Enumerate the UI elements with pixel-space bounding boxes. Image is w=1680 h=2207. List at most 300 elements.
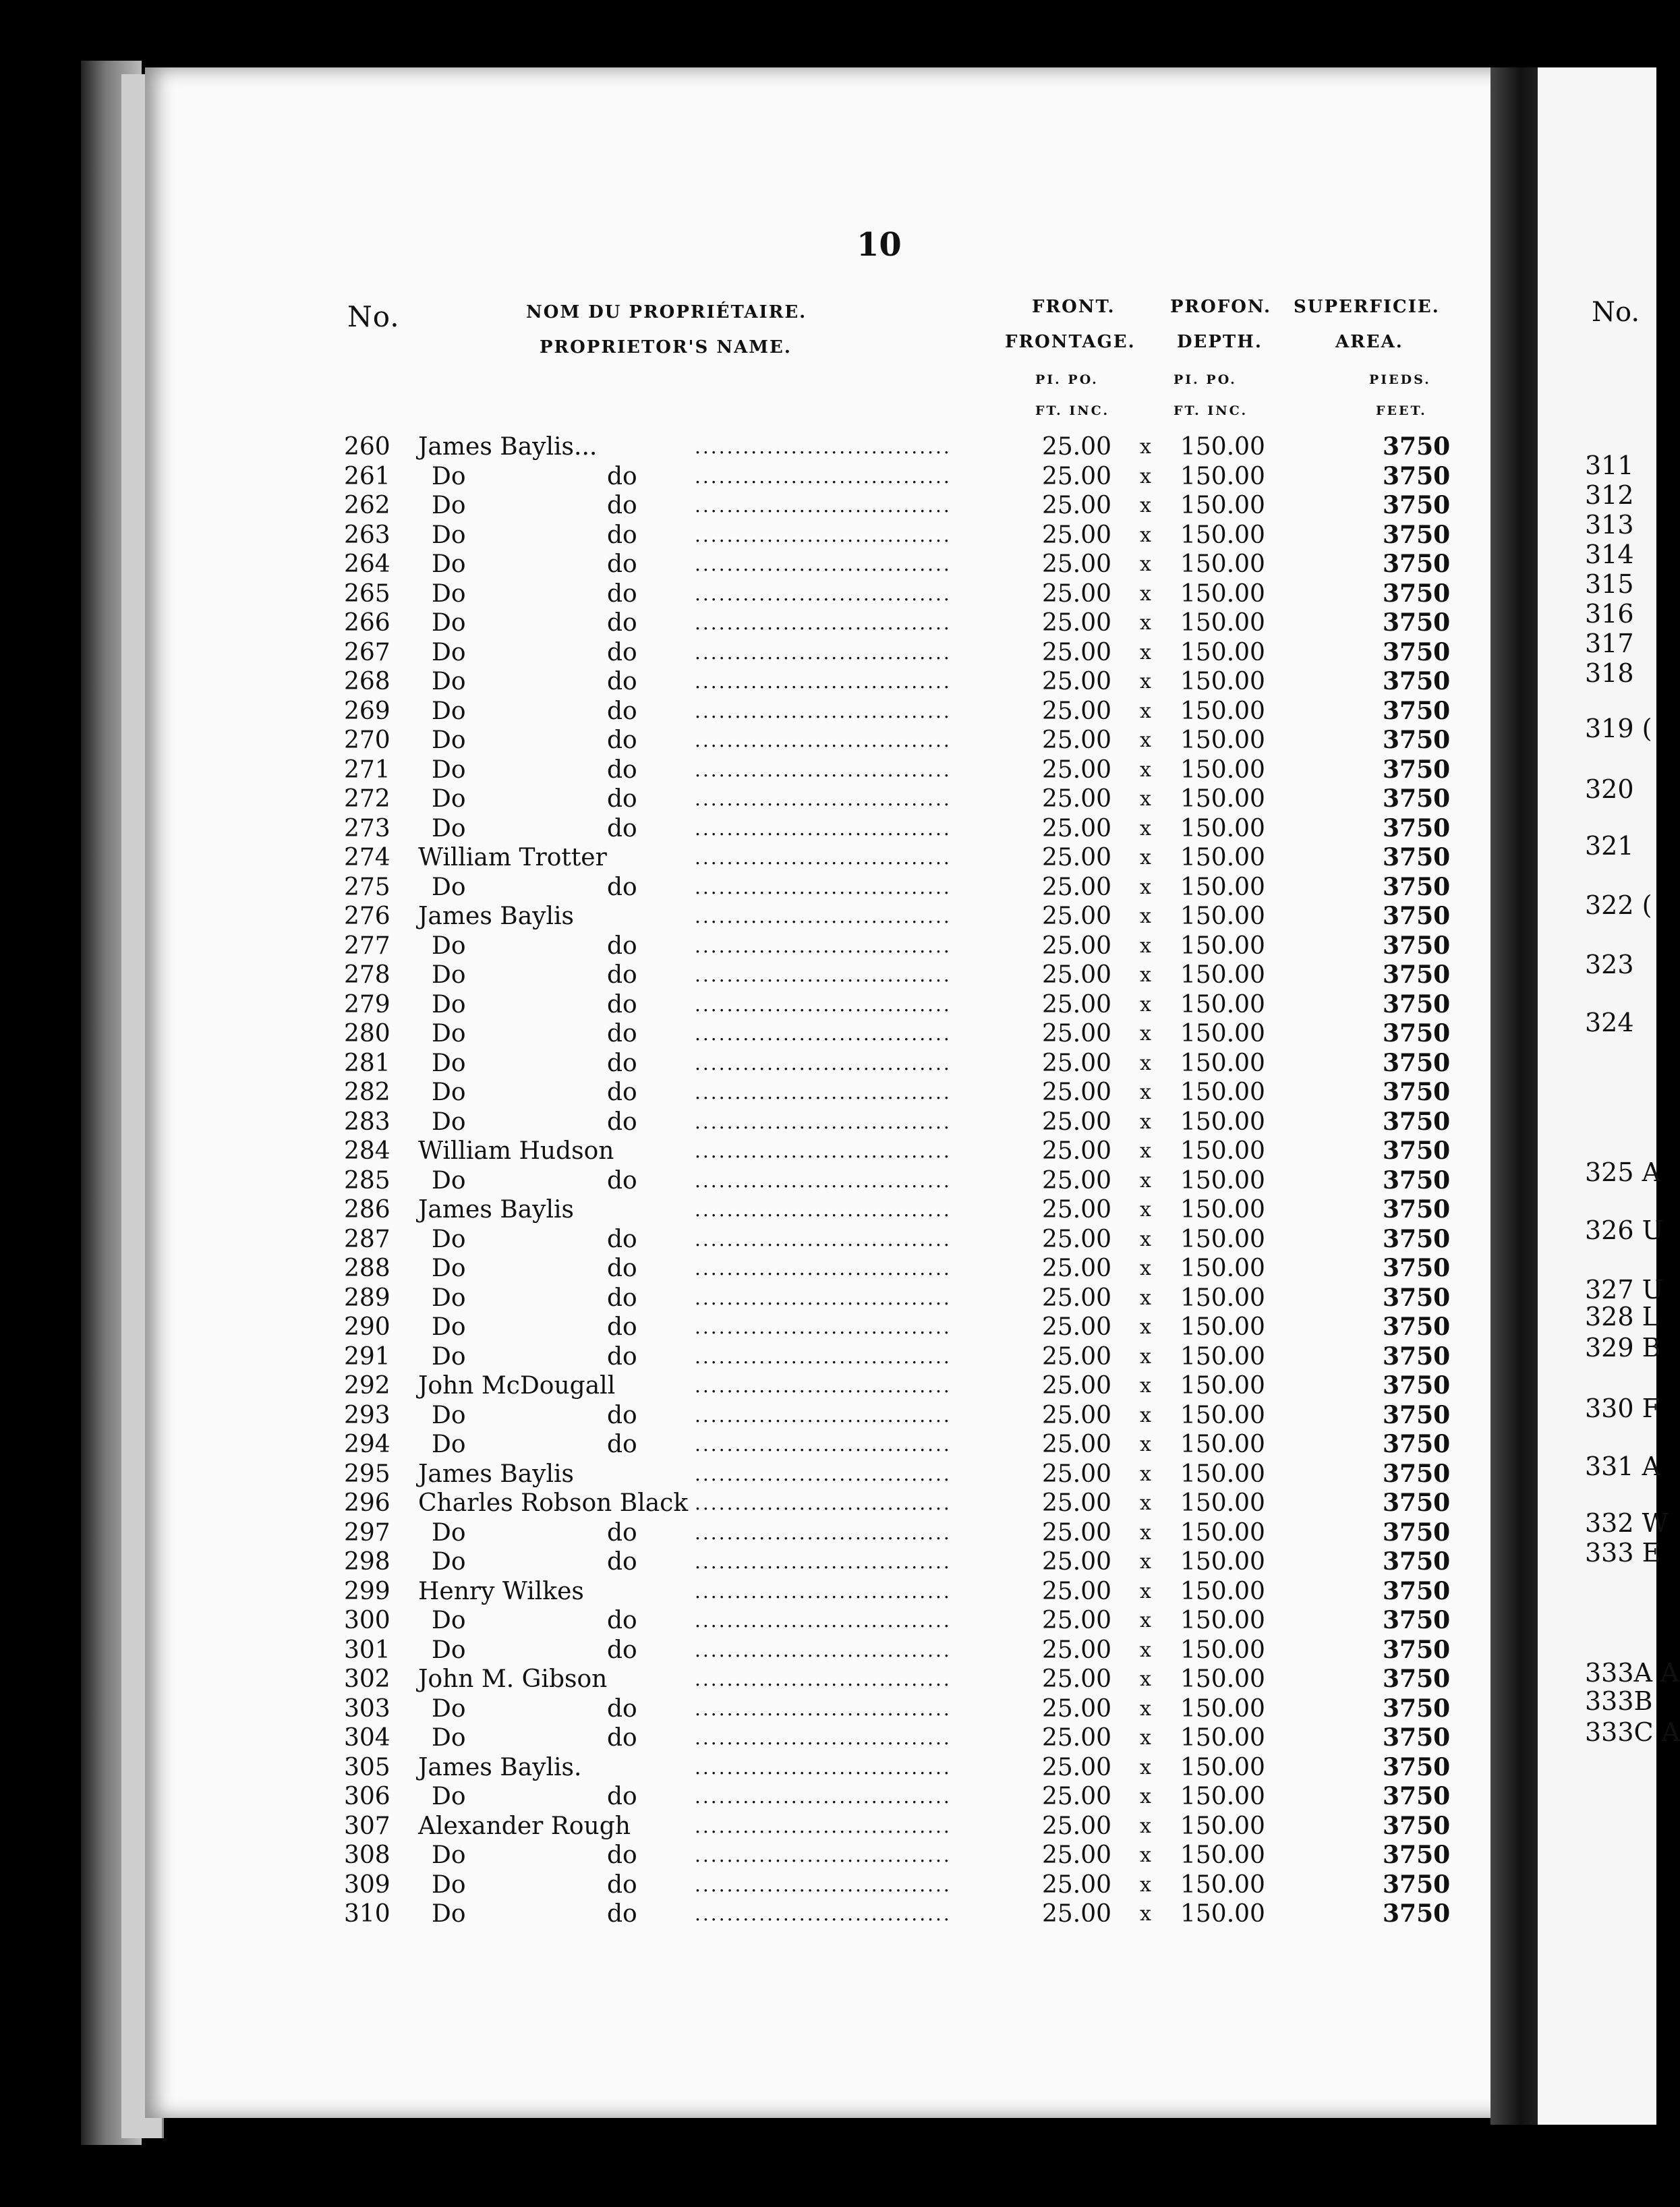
- proprietor-name: James Baylis: [418, 902, 575, 930]
- area-value: 3750: [1383, 637, 1451, 666]
- depth-value: 150.00: [1180, 1284, 1265, 1312]
- dot-leader: ................................: [695, 934, 952, 957]
- proprietor-name: James Baylis...: [418, 433, 598, 461]
- proprietor-name: Do: [432, 873, 466, 901]
- times-symbol: x: [1140, 640, 1151, 664]
- ledger-row: [344, 902, 1490, 931]
- times-symbol: x: [1140, 1139, 1151, 1163]
- proprietor-name: William Hudson: [418, 1137, 614, 1165]
- proprietor-name: Do: [432, 697, 466, 725]
- times-symbol: x: [1140, 1286, 1151, 1310]
- proprietor-name: Do: [432, 1900, 466, 1928]
- dot-leader: ................................: [695, 465, 952, 488]
- frontage-value: 25.00: [1042, 1548, 1112, 1576]
- ditto-mark: do: [607, 1049, 637, 1077]
- ditto-mark: do: [607, 1401, 637, 1429]
- dot-leader: ................................: [695, 993, 952, 1016]
- ledger-row: [344, 608, 1490, 638]
- row-number: 268: [344, 668, 390, 695]
- ledger-row: [344, 1342, 1490, 1372]
- row-number: 296: [344, 1489, 390, 1517]
- dot-leader: ................................: [695, 494, 952, 517]
- frontage-value: 25.00: [1042, 1166, 1112, 1195]
- area-value: 3750: [1383, 843, 1451, 871]
- proprietor-name: Do: [432, 1841, 466, 1869]
- frontage-value: 25.00: [1042, 1724, 1112, 1752]
- ditto-mark: do: [607, 579, 637, 608]
- proprietor-name: Do: [432, 785, 466, 813]
- dot-leader: ................................: [695, 905, 952, 927]
- dot-leader: ................................: [695, 1169, 952, 1192]
- ditto-mark: do: [607, 1313, 637, 1341]
- ditto-mark: do: [607, 1783, 637, 1810]
- depth-value: 150.00: [1180, 492, 1265, 519]
- ledger-row: [344, 462, 1490, 492]
- proprietor-name: Do: [432, 1783, 466, 1810]
- row-number: 274: [344, 844, 390, 871]
- row-number: 300: [344, 1607, 390, 1634]
- times-symbol: x: [1140, 728, 1151, 752]
- ditto-mark: do: [607, 785, 637, 813]
- frontage-value: 25.00: [1042, 814, 1112, 842]
- row-number: 285: [344, 1166, 390, 1195]
- next-page-entry: 319 (: [1585, 714, 1652, 743]
- frontage-value: 25.00: [1042, 521, 1112, 549]
- proprietor-name: Do: [432, 1079, 466, 1106]
- depth-value: 150.00: [1180, 550, 1265, 578]
- ditto-mark: do: [607, 1342, 637, 1371]
- header-name-fr: NOM DU PROPRIÉTAIRE.: [526, 302, 807, 322]
- frontage-value: 25.00: [1042, 697, 1112, 725]
- proprietor-name: Do: [432, 668, 466, 695]
- depth-value: 150.00: [1180, 1548, 1265, 1576]
- depth-value: 150.00: [1180, 1665, 1265, 1693]
- frontage-value: 25.00: [1042, 1812, 1112, 1840]
- ditto-mark: do: [607, 1607, 637, 1634]
- proprietor-name: William Trotter: [418, 844, 607, 871]
- area-value: 3750: [1383, 1342, 1451, 1371]
- depth-value: 150.00: [1180, 1841, 1265, 1869]
- area-value: 3750: [1383, 1078, 1451, 1106]
- frontage-value: 25.00: [1042, 1577, 1112, 1605]
- area-value: 3750: [1383, 1899, 1451, 1928]
- ledger-row: [344, 1636, 1490, 1665]
- frontage-value: 25.00: [1042, 1108, 1112, 1136]
- dot-leader: ................................: [695, 1375, 952, 1397]
- area-value: 3750: [1383, 1107, 1451, 1136]
- ledger-row: [344, 579, 1490, 609]
- frontage-value: 25.00: [1042, 755, 1112, 784]
- times-symbol: x: [1140, 1198, 1151, 1222]
- next-page-column: [1544, 0, 1680, 2207]
- ledger-row: [344, 843, 1490, 873]
- times-symbol: x: [1140, 552, 1151, 576]
- header-no: No.: [347, 300, 400, 333]
- ledger-row: [344, 550, 1490, 579]
- row-number: 280: [344, 1020, 390, 1048]
- area-value: 3750: [1383, 550, 1451, 578]
- ledger-row: [344, 814, 1490, 844]
- next-page-entry: 322 (: [1585, 890, 1652, 920]
- depth-value: 150.00: [1180, 668, 1265, 695]
- area-value: 3750: [1383, 1723, 1451, 1752]
- ditto-mark: do: [607, 1020, 637, 1048]
- dot-leader: ................................: [695, 436, 952, 458]
- depth-value: 150.00: [1180, 1900, 1265, 1928]
- times-symbol: x: [1140, 581, 1151, 606]
- ledger-row: [344, 1782, 1490, 1812]
- area-value: 3750: [1383, 1811, 1451, 1840]
- row-number: 272: [344, 785, 390, 813]
- next-page-entry: 327 U: [1585, 1275, 1664, 1305]
- page-number: 10: [857, 226, 902, 264]
- area-value: 3750: [1383, 1576, 1451, 1605]
- dot-leader: ................................: [695, 1228, 952, 1251]
- dot-leader: ................................: [695, 1609, 952, 1632]
- depth-value: 150.00: [1180, 1694, 1265, 1723]
- area-unit-fr: PIEDS.: [1369, 372, 1431, 387]
- dot-leader: ................................: [695, 1727, 952, 1749]
- times-symbol: x: [1140, 1726, 1151, 1750]
- depth-value: 150.00: [1180, 785, 1265, 813]
- depth-value: 150.00: [1180, 844, 1265, 871]
- depth-value: 150.00: [1180, 1225, 1265, 1253]
- ledger-row: [344, 784, 1490, 814]
- ditto-mark: do: [607, 755, 637, 784]
- times-symbol: x: [1140, 1110, 1151, 1134]
- depth-value: 150.00: [1180, 1577, 1265, 1605]
- frontage-value: 25.00: [1042, 1255, 1112, 1282]
- next-page-entry: 325 A: [1585, 1157, 1661, 1187]
- dot-leader: ................................: [695, 1638, 952, 1661]
- dot-leader: ................................: [695, 1404, 952, 1427]
- ditto-mark: do: [607, 814, 637, 842]
- frontage-value: 25.00: [1042, 1020, 1112, 1048]
- depth-value: 150.00: [1180, 1372, 1265, 1400]
- row-number: 275: [344, 873, 390, 901]
- ledger-row: [344, 990, 1490, 1020]
- frontage-value: 25.00: [1042, 1753, 1112, 1781]
- row-number: 295: [344, 1460, 390, 1488]
- area-value: 3750: [1383, 931, 1451, 960]
- times-symbol: x: [1140, 1785, 1151, 1808]
- times-symbol: x: [1140, 464, 1151, 488]
- depth-value: 150.00: [1180, 1489, 1265, 1517]
- depth-value: 150.00: [1180, 1753, 1265, 1781]
- frontage-value: 25.00: [1042, 1460, 1112, 1488]
- dot-leader: ................................: [695, 1844, 952, 1866]
- ledger-row: [344, 726, 1490, 755]
- area-value: 3750: [1383, 1752, 1451, 1781]
- times-symbol: x: [1140, 1550, 1151, 1574]
- area-value: 3750: [1383, 1782, 1451, 1810]
- dot-leader: ................................: [695, 1023, 952, 1045]
- row-number: 301: [344, 1636, 390, 1664]
- row-number: 260: [344, 433, 390, 461]
- proprietor-name: Do: [432, 726, 466, 754]
- depth-value: 150.00: [1180, 902, 1265, 930]
- times-symbol: x: [1140, 1696, 1151, 1721]
- area-value: 3750: [1383, 726, 1451, 754]
- proprietor-name: Do: [432, 1724, 466, 1752]
- next-page-entry: 317: [1585, 629, 1634, 658]
- header-depth-fr: PROFON.: [1170, 297, 1272, 317]
- dot-leader: ................................: [695, 1697, 952, 1720]
- frontage-value: 25.00: [1042, 1342, 1112, 1371]
- times-symbol: x: [1140, 905, 1151, 928]
- dot-leader: ................................: [695, 1756, 952, 1779]
- proprietor-name: Do: [432, 1870, 466, 1899]
- frontage-value: 25.00: [1042, 1518, 1112, 1547]
- proprietor-name: Do: [432, 1401, 466, 1429]
- area-value: 3750: [1383, 1547, 1451, 1576]
- row-number: 290: [344, 1313, 390, 1341]
- row-number: 304: [344, 1724, 390, 1752]
- proprietor-name: Do: [432, 550, 466, 578]
- proprietor-name: Do: [432, 1607, 466, 1634]
- frontage-value: 25.00: [1042, 609, 1112, 637]
- area-value: 3750: [1383, 1371, 1451, 1400]
- ditto-mark: do: [607, 1724, 637, 1752]
- depth-value: 150.00: [1180, 579, 1265, 608]
- depth-value: 150.00: [1180, 1108, 1265, 1136]
- ditto-mark: do: [607, 1079, 637, 1106]
- frontage-value: 25.00: [1042, 1841, 1112, 1869]
- times-symbol: x: [1140, 992, 1151, 1016]
- times-symbol: x: [1140, 1227, 1151, 1251]
- ditto-mark: do: [607, 462, 637, 490]
- depth-value: 150.00: [1180, 1812, 1265, 1840]
- row-number: 273: [344, 814, 390, 842]
- times-symbol: x: [1140, 435, 1151, 459]
- dot-leader: ................................: [695, 1316, 952, 1338]
- proprietor-name: Alexander Rough: [418, 1812, 631, 1840]
- area-value: 3750: [1383, 755, 1451, 784]
- ditto-mark: do: [607, 1548, 637, 1576]
- dot-leader: ................................: [695, 847, 952, 869]
- times-symbol: x: [1140, 1579, 1151, 1603]
- area-value: 3750: [1383, 872, 1451, 901]
- frontage-value: 25.00: [1042, 873, 1112, 901]
- dot-leader: ................................: [695, 523, 952, 546]
- row-number: 293: [344, 1401, 390, 1429]
- ledger-row: [344, 667, 1490, 697]
- ditto-mark: do: [607, 1870, 637, 1899]
- dot-leader: ................................: [695, 1814, 952, 1837]
- ledger-row: [344, 1870, 1490, 1900]
- ditto-mark: do: [607, 1636, 637, 1664]
- times-symbol: x: [1140, 699, 1151, 723]
- ditto-mark: do: [607, 726, 637, 754]
- proprietor-name: Do: [432, 609, 466, 637]
- ditto-mark: do: [607, 521, 637, 549]
- proprietor-name: Charles Robson Black: [418, 1489, 689, 1517]
- next-page-entry: 314: [1585, 540, 1634, 569]
- proprietor-name: James Baylis: [418, 1196, 575, 1224]
- times-symbol: x: [1140, 757, 1151, 782]
- proprietor-name: Do: [432, 1313, 466, 1341]
- frontage-value: 25.00: [1042, 1665, 1112, 1693]
- area-value: 3750: [1383, 579, 1451, 608]
- times-symbol: x: [1140, 1755, 1151, 1779]
- proprietor-name: Do: [432, 1020, 466, 1048]
- times-symbol: x: [1140, 1491, 1151, 1515]
- next-page-entry: 329 B: [1585, 1333, 1661, 1363]
- row-number: 261: [344, 462, 390, 490]
- next-page-entry: 333B: [1585, 1686, 1653, 1716]
- frontage-value: 25.00: [1042, 1900, 1112, 1928]
- ledger-row: [344, 755, 1490, 785]
- frontage-value: 25.00: [1042, 1225, 1112, 1253]
- frontage-value: 25.00: [1042, 462, 1112, 490]
- row-number: 277: [344, 931, 390, 960]
- dot-leader: ................................: [695, 1492, 952, 1514]
- times-symbol: x: [1140, 611, 1151, 635]
- times-symbol: x: [1140, 1344, 1151, 1369]
- area-value: 3750: [1383, 1224, 1451, 1253]
- area-value: 3750: [1383, 1841, 1451, 1869]
- next-page-entry: 328 L: [1585, 1302, 1659, 1331]
- depth-value: 150.00: [1180, 873, 1265, 901]
- proprietor-name: Do: [432, 990, 466, 1019]
- depth-value: 150.00: [1180, 1607, 1265, 1634]
- times-symbol: x: [1140, 1902, 1151, 1926]
- ledger-row: [344, 1723, 1490, 1753]
- depth-value: 150.00: [1180, 1313, 1265, 1341]
- dot-leader: ................................: [695, 876, 952, 898]
- depth-unit-fr: PI. PO.: [1174, 372, 1237, 387]
- row-number: 283: [344, 1108, 390, 1136]
- row-number: 307: [344, 1812, 390, 1840]
- ditto-mark: do: [607, 1841, 637, 1869]
- proprietor-name: Do: [432, 1636, 466, 1664]
- dot-leader: ................................: [695, 582, 952, 605]
- times-symbol: x: [1140, 523, 1151, 547]
- area-value: 3750: [1383, 1870, 1451, 1899]
- times-symbol: x: [1140, 963, 1151, 987]
- area-value: 3750: [1383, 1694, 1451, 1723]
- area-value: 3750: [1383, 1283, 1451, 1312]
- row-number: 303: [344, 1694, 390, 1723]
- frontage-value: 25.00: [1042, 844, 1112, 871]
- frontage-value: 25.00: [1042, 726, 1112, 754]
- depth-unit-en: FT. INC.: [1174, 403, 1248, 418]
- ledger-row: [344, 1812, 1490, 1841]
- area-value: 3750: [1383, 667, 1451, 695]
- times-symbol: x: [1140, 1433, 1151, 1456]
- dot-leader: ................................: [695, 1873, 952, 1896]
- depth-value: 150.00: [1180, 462, 1265, 490]
- ditto-mark: do: [607, 1694, 637, 1723]
- proprietor-name: Do: [432, 579, 466, 608]
- row-number: 289: [344, 1284, 390, 1312]
- ledger-row: [344, 1753, 1490, 1783]
- ditto-mark: do: [607, 961, 637, 989]
- area-value: 3750: [1383, 813, 1451, 842]
- frontage-value: 25.00: [1042, 1401, 1112, 1429]
- dot-leader: ................................: [695, 1521, 952, 1544]
- frontage-value: 25.00: [1042, 961, 1112, 989]
- dot-leader: ................................: [695, 1462, 952, 1485]
- ditto-mark: do: [607, 1431, 637, 1458]
- row-number: 309: [344, 1870, 390, 1899]
- next-page-entry: 316: [1585, 599, 1634, 629]
- dot-leader: ................................: [695, 1668, 952, 1690]
- area-value: 3750: [1383, 1459, 1451, 1488]
- ditto-mark: do: [607, 1255, 637, 1282]
- dot-leader: ................................: [695, 1345, 952, 1368]
- times-symbol: x: [1140, 846, 1151, 869]
- depth-value: 150.00: [1180, 1401, 1265, 1429]
- ledger-row: [344, 1225, 1490, 1255]
- area-value: 3750: [1383, 1489, 1451, 1517]
- row-number: 286: [344, 1196, 390, 1224]
- times-symbol: x: [1140, 1609, 1151, 1632]
- dot-leader: ................................: [695, 1052, 952, 1074]
- frontage-value: 25.00: [1042, 433, 1112, 461]
- proprietor-name: Do: [432, 814, 466, 842]
- depth-value: 150.00: [1180, 961, 1265, 989]
- depth-value: 150.00: [1180, 1518, 1265, 1547]
- ledger-row: [344, 1137, 1490, 1166]
- area-value: 3750: [1383, 432, 1451, 461]
- ditto-mark: do: [607, 873, 637, 901]
- ditto-mark: do: [607, 492, 637, 519]
- times-symbol: x: [1140, 670, 1151, 693]
- row-number: 302: [344, 1665, 390, 1693]
- row-number: 308: [344, 1841, 390, 1869]
- depth-value: 150.00: [1180, 697, 1265, 725]
- frontage-value: 25.00: [1042, 492, 1112, 519]
- proprietor-name: Do: [432, 1694, 466, 1723]
- header-name-en: PROPRIETOR'S NAME.: [540, 337, 792, 357]
- depth-value: 150.00: [1180, 814, 1265, 842]
- next-page-entry: 332 W: [1585, 1508, 1669, 1538]
- proprietor-name: Do: [432, 1548, 466, 1576]
- frontage-value: 25.00: [1042, 990, 1112, 1019]
- row-number: 278: [344, 961, 390, 989]
- ledger-row: [344, 931, 1490, 961]
- frontage-value: 25.00: [1042, 785, 1112, 813]
- dot-leader: ................................: [695, 612, 952, 634]
- proprietor-name: John McDougall: [418, 1372, 616, 1400]
- proprietor-name: Do: [432, 638, 466, 666]
- times-symbol: x: [1140, 934, 1151, 958]
- row-number: 267: [344, 638, 390, 666]
- times-symbol: x: [1140, 1051, 1151, 1075]
- ditto-mark: do: [607, 1284, 637, 1312]
- area-value: 3750: [1383, 990, 1451, 1019]
- area-value: 3750: [1383, 784, 1451, 813]
- depth-value: 150.00: [1180, 1724, 1265, 1752]
- ledger-row: [344, 638, 1490, 668]
- frontage-value: 25.00: [1042, 550, 1112, 578]
- frontage-value: 25.00: [1042, 1137, 1112, 1165]
- times-symbol: x: [1140, 875, 1151, 899]
- proprietor-name: Henry Wilkes: [418, 1577, 584, 1605]
- dot-leader: ................................: [695, 1785, 952, 1808]
- ledger-row: [344, 1049, 1490, 1079]
- frontage-value: 25.00: [1042, 1431, 1112, 1458]
- row-number: 269: [344, 697, 390, 725]
- times-symbol: x: [1140, 1872, 1151, 1897]
- dot-leader: ................................: [695, 1433, 952, 1456]
- area-value: 3750: [1383, 1166, 1451, 1195]
- area-value: 3750: [1383, 1048, 1451, 1077]
- ditto-mark: do: [607, 697, 637, 725]
- times-symbol: x: [1140, 1462, 1151, 1486]
- ditto-mark: do: [607, 1518, 637, 1547]
